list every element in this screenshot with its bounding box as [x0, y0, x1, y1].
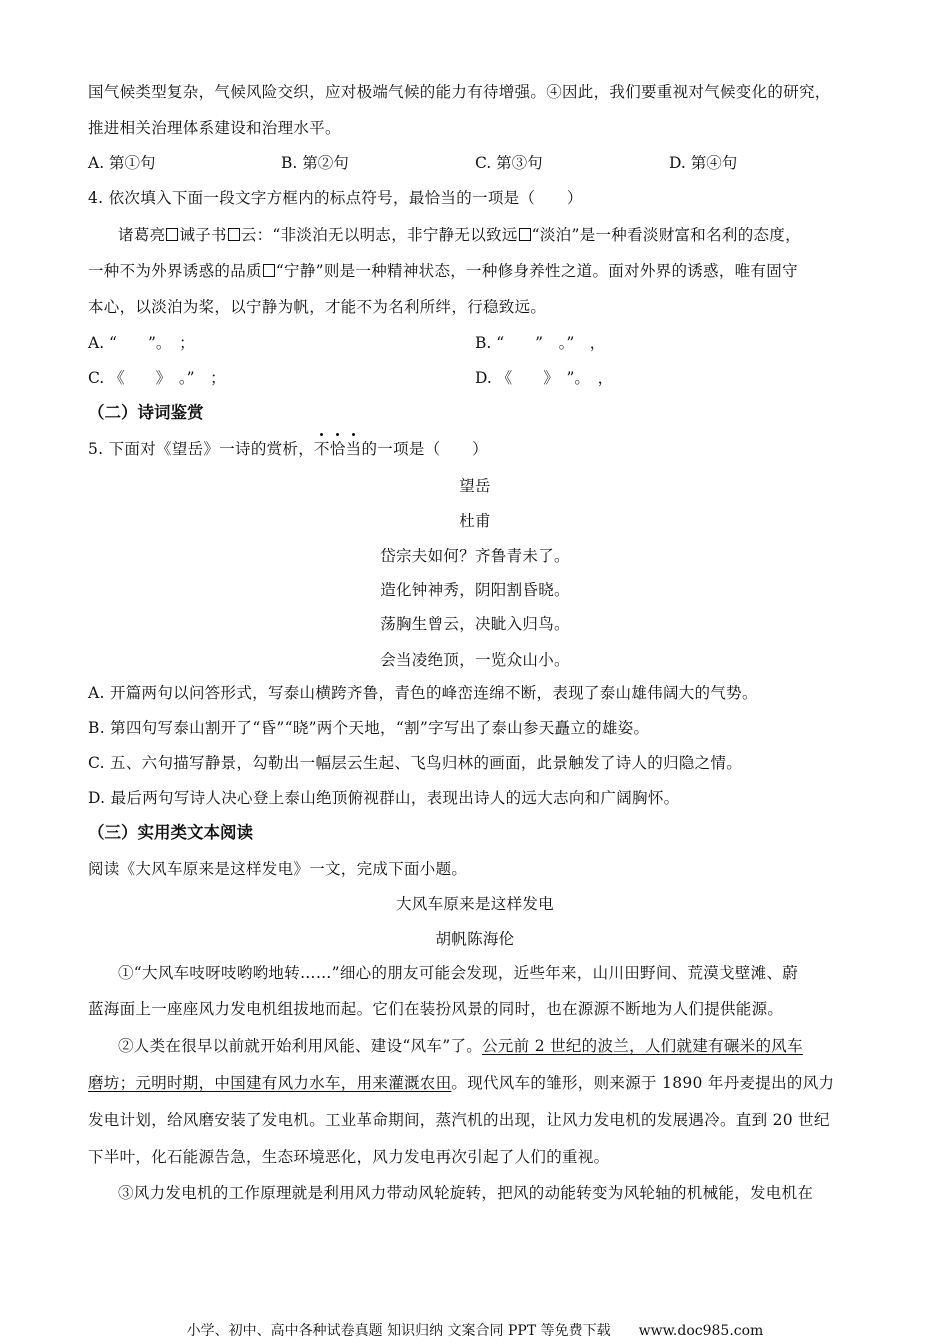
q5-stem-text: 的一项是（ ） — [361, 440, 488, 458]
passage-text: 诸葛亮 — [118, 226, 166, 244]
article-line — [118, 1036, 864, 1056]
article-text: ②人类在很早以前就开始利用风能、建设“风车”了。 — [118, 1037, 483, 1055]
q4-option-d: D. 《 》 ”。 ， — [475, 369, 614, 387]
poem-line: 会当凌绝顶，一览众山小。 — [380, 651, 570, 669]
article-line: 下半叶，化石能源告急，生态环境恶化，风力发电再次引起了人们的重视。 — [88, 1148, 610, 1166]
poem-line: 岱宗夫如何？齐鲁青未了。 — [380, 547, 570, 565]
q4-option-a: A. “ ”。 ； — [88, 334, 195, 352]
emphasis-char: 恰 — [329, 440, 346, 458]
poem-line: 造化钟神秀，阴阳割昏晓。 — [380, 581, 570, 599]
poem-author: 杜甫 — [459, 512, 491, 530]
q5-stem-text: 5. 下面对《望岳》一诗的赏析， — [88, 440, 315, 458]
reading-intro: 阅读《大风车原来是这样发电》一文，完成下面小题。 — [88, 860, 468, 878]
article-line: 发电计划，给风磨安装了发电机。工业革命期间，蒸汽机的出现，让风力发电机的发展遇冷。直到 20 世纪 — [88, 1111, 830, 1129]
blank-box — [228, 228, 240, 241]
q4-stem: 4. 依次填入下面一段文字方框内的标点符号，最恰当的一项是（ ） — [88, 189, 583, 207]
text-line: 国气候类型复杂，气候风险交织，应对极端气候的能力有待增强。④因此，我们要重视对气候变化的研究， — [88, 83, 831, 101]
poem-title: 望岳 — [459, 477, 491, 495]
section-heading-poetry: （二）诗词鉴赏 — [88, 403, 204, 422]
underlined-text: 磨坊；元明时期，中国建有风力水车，用来灌溉农田 — [88, 1074, 452, 1092]
q4-option-c: C. 《 》 。” ； — [88, 369, 226, 387]
emphasis-char: 不 — [314, 440, 330, 458]
q5-option-d: D. 最后两句写诗人决心登上泰山绝顶俯视群山，表现出诗人的远大志向和广阔胸怀。 — [88, 789, 680, 807]
article-line: ③风力发电机的工作原理就是利用风力带动风轮旋转，把风的动能转变为风轮轴的机械能，发电机在 — [118, 1184, 814, 1202]
passage-text: 一种不为外界诱惑的品质 — [88, 262, 262, 280]
article-line: ①“大风车吱呀吱哟哟地转……”细心的朋友可能会发现，近些年来，山川田野间、荒漠戈壁滩、蔚 — [118, 964, 799, 982]
q4-option-b: B. “ ” 。” ， — [475, 334, 606, 352]
passage-text: “宁静”则是一种精神状态，一种修身养性之道。面对外界的诱惑，唯有固守 — [275, 262, 798, 280]
q4-passage-line — [88, 261, 864, 281]
article-text: 。现代风车的雏形，则来源于 1890 年丹麦提出的风力 — [451, 1074, 835, 1092]
blank-box — [519, 228, 531, 241]
q3-option-d: D. 第④句 — [669, 154, 738, 172]
section-heading-reading: （三）实用类文本阅读 — [88, 823, 253, 842]
page-footer: 小学、初中、高中各种试卷真题 知识归纳 文案合同 PPT 等免费下载 www.doc985.com — [186, 1323, 764, 1339]
article-line — [88, 1073, 864, 1093]
emphasis-char: 当 — [345, 440, 362, 458]
q5-stem — [88, 439, 864, 459]
q5-option-c: C. 五、六句描写静景，勾勒出一幅层云生起、飞鸟归林的画面，此景触发了诗人的归隐之情。 — [88, 754, 743, 772]
article-title: 大风车原来是这样发电 — [395, 895, 554, 913]
text-line: 推进相关治理体系建设和治理水平。 — [88, 119, 341, 137]
q4-passage-line: 本心，以淡泊为桨，以宁静为帆，才能不为名利所绊，行稳致远。 — [88, 298, 547, 316]
q4-passage-line — [118, 225, 864, 245]
q5-option-a: A. 开篇两句以问答形式，写泰山横跨齐鲁，青色的峰峦连绵不断，表现了泰山雄伟阔大的气势。 — [88, 684, 758, 702]
article-line: 蓝海面上一座座风力发电机组拔地而起。它们在装扮风景的同时，也在源源不断地为人们提供能源。 — [88, 1000, 784, 1018]
q3-option-a: A. 第①句 — [88, 154, 156, 172]
q3-option-b: B. 第②句 — [281, 154, 349, 172]
article-author: 胡帆陈海伦 — [435, 930, 515, 948]
blank-box — [263, 264, 275, 277]
poem-line: 荡胸生曾云，决眦入归鸟。 — [380, 615, 570, 633]
blank-box — [166, 228, 178, 241]
passage-text: 诫子书 — [179, 226, 227, 244]
passage-text: 云：“非淡泊无以明志，非宁静无以致远 — [240, 226, 518, 244]
passage-text: “淡泊”是一种看淡财富和名利的态度， — [531, 226, 801, 244]
underlined-text: 公元前 2 世纪的波兰，人们就建有碾米的风车 — [482, 1037, 803, 1055]
q3-option-c: C. 第③句 — [475, 154, 543, 172]
q5-option-b: B. 第四句写泰山割开了“昏”“晓”两个天地，“割”字写出了泰山参天矗立的雄姿。 — [88, 719, 650, 737]
